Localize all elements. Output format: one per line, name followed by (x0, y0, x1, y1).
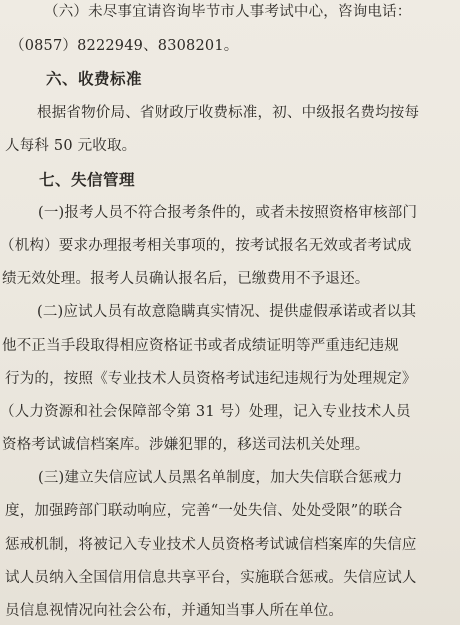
text-line: 惩戒机制，将被记入专业技术人员资格考试诚信档案库的失信应 (5, 537, 417, 553)
text-line: 度，加强跨部门联动响应，完善“一处失信、处处受限”的联合 (5, 503, 403, 519)
section-heading-fees: 六、收费标准 (46, 70, 143, 88)
text-line: (二)应试人员有故意隐瞒真实情况、提供虚假承诺或者以其 (37, 304, 417, 320)
text-line: (三)建立失信应试人员黑名单制度，加大失信联合惩戒力 (38, 470, 403, 486)
text-line: 行为的，按照《专业技术人员资格考试违纪违规行为处理规定》 (5, 371, 417, 387)
text-line: 试人员纳入全国信用信息共享平台，实施联合惩戒。失信应试人 (5, 570, 417, 586)
text-line: 根据省物价局、省财政厅收费标准，初、中级报名费均按每 (37, 105, 420, 121)
text-line: （人力资源和社会保障部令第 31 号）处理，记入专业技术人员 (0, 404, 411, 420)
text-line: 员信息视情况向社会公布，并通知当事人所在单位。 (5, 603, 344, 619)
text-line: （0857）8222949、8308201。 (10, 38, 239, 54)
text-line: 资格考试诚信档案库。涉嫌犯罪的，移送司法机关处理。 (2, 437, 370, 453)
text-line: 人每科 50 元收取。 (5, 138, 137, 154)
text-line: （六）未尽事宜请咨询毕节市人事考试中心，咨询电话： (44, 4, 412, 20)
text-line: (一)报考人员不符合报考条件的，或者未按照资格审核部门 (38, 205, 418, 221)
text-line: 他不正当手段取得相应资格证书或者成绩证明等严重违纪违规 (2, 338, 399, 354)
text-line: （机构）要求办理报考相关事项的，按考试报名无效或者考试成 (0, 238, 412, 254)
text-line: 绩无效处理。报考人员确认报名后，已缴费用不予退还。 (2, 271, 370, 287)
section-heading-credit: 七、失信管理 (39, 171, 136, 189)
